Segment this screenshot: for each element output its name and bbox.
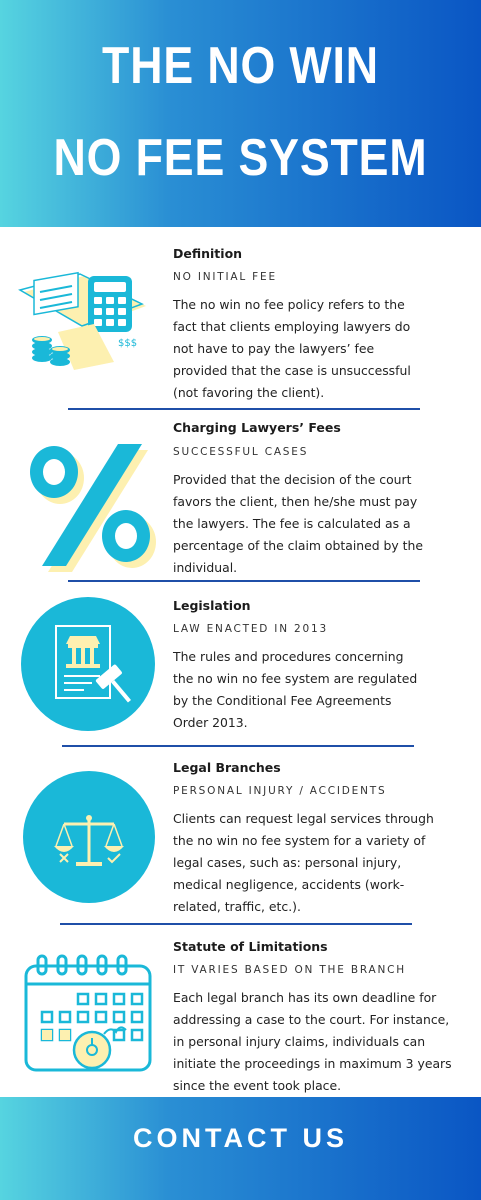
section-subtitle: NO INITIAL FEE <box>173 271 277 283</box>
section-subtitle: SUCCESSFUL CASES <box>173 446 309 458</box>
section-title: Definition <box>173 246 243 261</box>
header-banner <box>0 0 481 227</box>
divider <box>68 580 420 582</box>
section-body: Provided that the decision of the court favors the client, then he/she must pay the lawyers. The fee is calculated as a percentage of the claim obtained by the individual. <box>173 472 424 575</box>
calendar-clock-icon <box>20 954 160 1078</box>
percent-icon <box>22 436 162 574</box>
section-title: Legal Branches <box>173 760 281 775</box>
section-title: Charging Lawyers’ Fees <box>173 420 341 435</box>
divider <box>60 923 412 925</box>
law-document-gavel-icon <box>20 596 156 732</box>
scales-of-justice-icon <box>22 770 156 904</box>
section-body: Each legal branch has its own deadline for addressing a case to the court. For instance, in personal injury claims, individuals can initiate the proceedings in maximum 3 years since the event took place. <box>173 990 452 1093</box>
contact-us-button[interactable]: CONTACT US <box>133 1123 348 1153</box>
contact-us-banner[interactable] <box>0 1097 481 1200</box>
divider <box>68 408 420 410</box>
section-title: Statute of Limitations <box>173 939 328 954</box>
section-subtitle: IT VARIES BASED ON THE BRANCH <box>173 964 406 976</box>
section-subtitle: LAW ENACTED IN 2013 <box>173 623 328 635</box>
section-subtitle: PERSONAL INJURY / ACCIDENTS <box>173 785 387 797</box>
invoice-calculator-icon <box>14 262 162 377</box>
section-body: The no win no fee policy refers to the fact that clients employing lawyers do not have to pay the lawyers’ fee provided that the case is unsuccessful (not favoring the client). <box>173 297 411 400</box>
divider <box>62 745 414 747</box>
page-title-line-2: NO FEE SYSTEM <box>53 129 428 187</box>
section-body: Clients can request legal services through the no win no fee system for a variety of legal cases, such as: personal injury, medical negligence, accidents (work- related, traffic, etc.). <box>173 811 434 914</box>
page-title-line-1: THE NO WIN <box>102 37 379 95</box>
svg-text:$$$: $$$ <box>118 338 138 349</box>
section-title: Legislation <box>173 598 251 613</box>
section-body: The rules and procedures concerning the no win no fee system are regulated by the Conditional Fee Agreements Order 2013. <box>173 649 418 730</box>
